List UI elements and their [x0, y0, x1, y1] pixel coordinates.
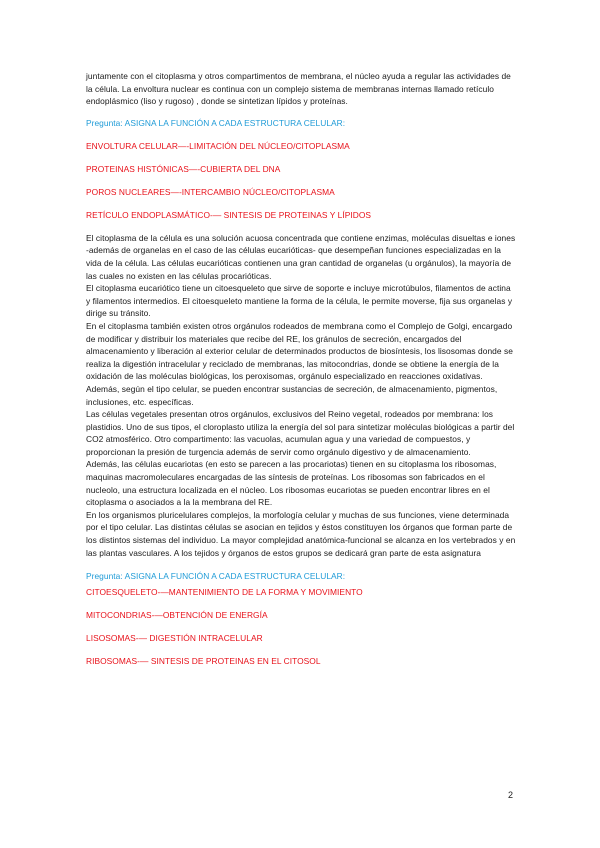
question-1-label: Pregunta: ASIGNA LA FUNCIÓN A CADA ESTRUCTURA CELULAR: [86, 117, 346, 128]
body-paragraph-1: El citoplasma de la célula es una solución acuosa concentrada que contiene enzimas, moléculas disueltas e iones -además de organelas en el caso de las células eucarióticas- que desempeñan funciones especializadas en la vida de la célula. Las células eucarióticas contienen una gran cantidad de organelas (u orgánulos), la mayoría de las cuales no existen en las células procarióticas. [86, 232, 516, 281]
page-number: 2 [508, 790, 514, 800]
answer-2-1: CITOESQUELETO-—MANTENIMIENTO DE LA FORMA Y MOVIMIENTO [86, 587, 363, 598]
body-paragraph-2: El citoplasma eucariótico tiene un citoesqueleto que sirve de soporte e incluye microtúbulos, filamentos de actina y filamentos intermedios. El citoesqueleto mantiene la forma de la célula, le permite moverse, fija sus organelas y dirige su tránsito. [86, 283, 513, 319]
intro-paragraph: juntamente con el citoplasma y otros compartimentos de membrana, el núcleo ayuda a regular las actividades de la célula. La envoltura nuclear es continua con un complejo sistema de membranas internas llamado retículo endoplásmico (liso y rugoso) , donde se sintetizan lípidos y proteínas. [86, 71, 511, 107]
answer-1-3: POROS NUCLEARES—-INTERCAMBIO NÚCLEO/CITOPLASMA [86, 186, 335, 197]
answer-2-4: RIBOSOMAS-— SINTESIS DE PROTEINAS EN EL CITOSOL [86, 656, 321, 667]
question-2-label: Pregunta: ASIGNA LA FUNCIÓN A CADA ESTRUCTURA CELULAR: [86, 571, 346, 582]
answer-1-4: RETÍCULO ENDOPLASMÁTICO-— SINTESIS DE PROTEINAS Y LÍPIDOS [86, 209, 372, 220]
body-paragraph-4: Las células vegetales presentan otros orgánulos, exclusivos del Reino vegetal, rodeados por membrana: los plastidios. Uno de sus tipos, el cloroplasto utiliza la energía del sol para sintetizar moléculas biológicas a partir del CO2 atmosférico. Otro compartimento: las vacuolas, acumulan agua y una variedad de compuestos, y proporcionan la presión de turgencia además de servir como orgánulo digestivo y de almacenamiento. [86, 409, 515, 457]
answer-2-3: LISOSOMAS-— DIGESTIÓN INTRACELULAR [86, 633, 263, 644]
document-page [86, 70, 516, 667]
body-paragraph-6: En los organismos pluricelulares complejos, la morfología celular y muchas de sus funciones, viene determinada por el tipo celular. Las distintas células se asocian en tejidos y éstos constituyen los órganos que forman parte de los distintos sistemas del individuo. La mayor complejidad anatómica-funcional se alcanza en los vertebrados y en las plantas vasculares. A los tejidos y órganos de estos grupos se dedicará gran parte de esta asignatura [86, 509, 516, 558]
body-paragraph-5: Además, las células eucariotas (en esto se parecen a las procariotas) tienen en su citoplasma los ribosomas, maquinas macromoleculares encargadas de las síntesis de proteínas. Los ribosomas son fabricados en el nucleolo, una estructura localizada en el núcleo. Los ribosomas eucariotas se pueden encontrar libres en el citoplasma o asociados a la la membrana del RE. [86, 459, 497, 508]
answer-1-1: ENVOLTURA CELULAR—-LIMITACIÓN DEL NÚCLEO/CITOPLASMA [86, 140, 350, 151]
body-paragraph-3: En el citoplasma también existen otros orgánulos rodeados de membrana como el Complejo de Golgi, encargado de modificar y distribuir los materiales que recibe del RE, los gránulos de secreción, encargados del almacenamiento y liberación al exterior celular de determinados productos de biosíntesis, los lisosomas donde se realiza la digestión intracelular y reciclado de membranas, las mitocondrias, donde se obtiene la energía de la oxidación de las moléculas biológicas, los peroxisomas, orgánulo especializado en reacciones oxidativas. Además, según el tipo celular, se pueden encontrar sustancias de secreción, de almacenamiento, pigmentos, inclusiones, etc. específicas. [86, 320, 513, 407]
answer-1-2: PROTEINAS HISTÓNICAS—-CUBIERTA DEL DNA [86, 163, 281, 174]
answer-2-2: MITOCONDRIAS-—OBTENCIÓN DE ENERGÍA [86, 610, 268, 621]
